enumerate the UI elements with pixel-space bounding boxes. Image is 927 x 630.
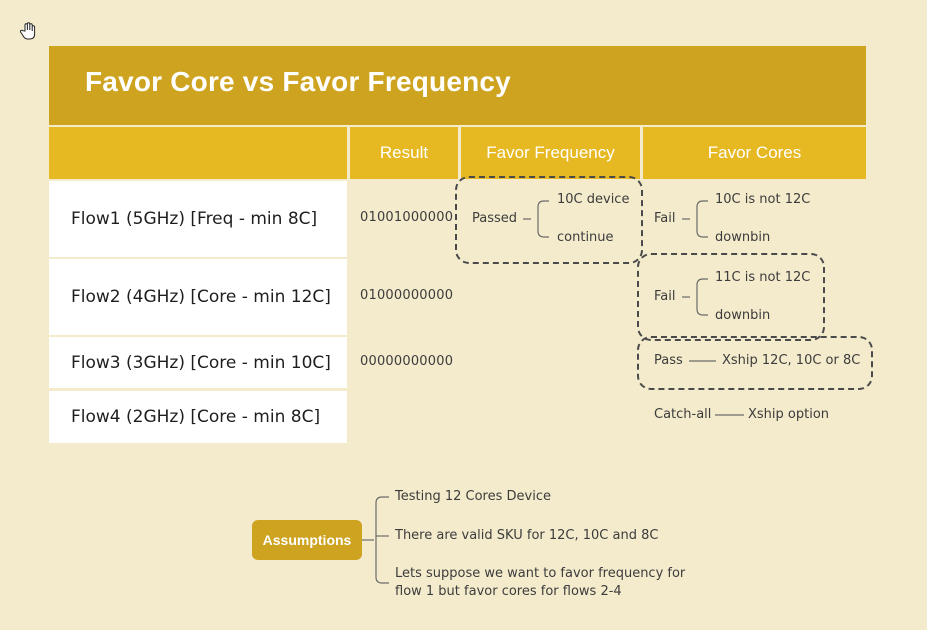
- flow2-cores-branch-1: 11C is not 12C: [715, 270, 811, 285]
- assumption-item-3-line-2: flow 1 but favor cores for flows 2-4: [395, 584, 622, 599]
- result-flow3: 00000000000: [360, 354, 454, 369]
- flow3-cores-branch: Xship 12C, 10C or 8C: [722, 353, 861, 368]
- row-label-flow4: Flow4 (2GHz) [Core - min 8C]: [49, 391, 347, 443]
- flow2-cores-root: Fail: [654, 289, 676, 304]
- result-flow2: 01000000000: [360, 288, 454, 303]
- flow4-cores-branch: Xship option: [748, 407, 830, 422]
- flow3-cores-root: Pass: [654, 353, 683, 368]
- result-flow1: 01001000000: [360, 210, 454, 225]
- header-result: Result: [350, 127, 458, 179]
- header-favor-cores: Favor Cores: [643, 127, 866, 179]
- row-label-flow2: Flow2 (4GHz) [Core - min 12C]: [49, 259, 347, 335]
- assumption-item-3-line-1: Lets suppose we want to favor frequency for: [395, 566, 686, 581]
- flow1-cores-root: Fail: [654, 211, 676, 226]
- flow1-freq-root: Passed: [472, 211, 518, 226]
- row-label-flow3: Flow3 (3GHz) [Core - min 10C]: [49, 337, 347, 388]
- flow1-cores-branch-1: 10C is not 12C: [715, 192, 811, 207]
- assumption-item-1: Testing 12 Cores Device: [395, 489, 551, 504]
- assumption-item-2: There are valid SKU for 12C, 10C and 8C: [395, 528, 659, 543]
- flow1-freq-branch-1: 10C device: [557, 192, 630, 207]
- header-favor-frequency: Favor Frequency: [461, 127, 640, 179]
- flow1-cores-branch-2: downbin: [715, 230, 771, 245]
- row-label-flow1: Flow1 (5GHz) [Freq - min 8C]: [49, 181, 347, 257]
- flow4-cores-root: Catch-all: [654, 407, 712, 422]
- flow1-freq-branch-2: continue: [557, 230, 614, 245]
- assumptions-node: Assumptions: [252, 520, 362, 560]
- flow2-cores-branch-2: downbin: [715, 308, 771, 323]
- page-title: Favor Core vs Favor Frequency: [85, 66, 511, 97]
